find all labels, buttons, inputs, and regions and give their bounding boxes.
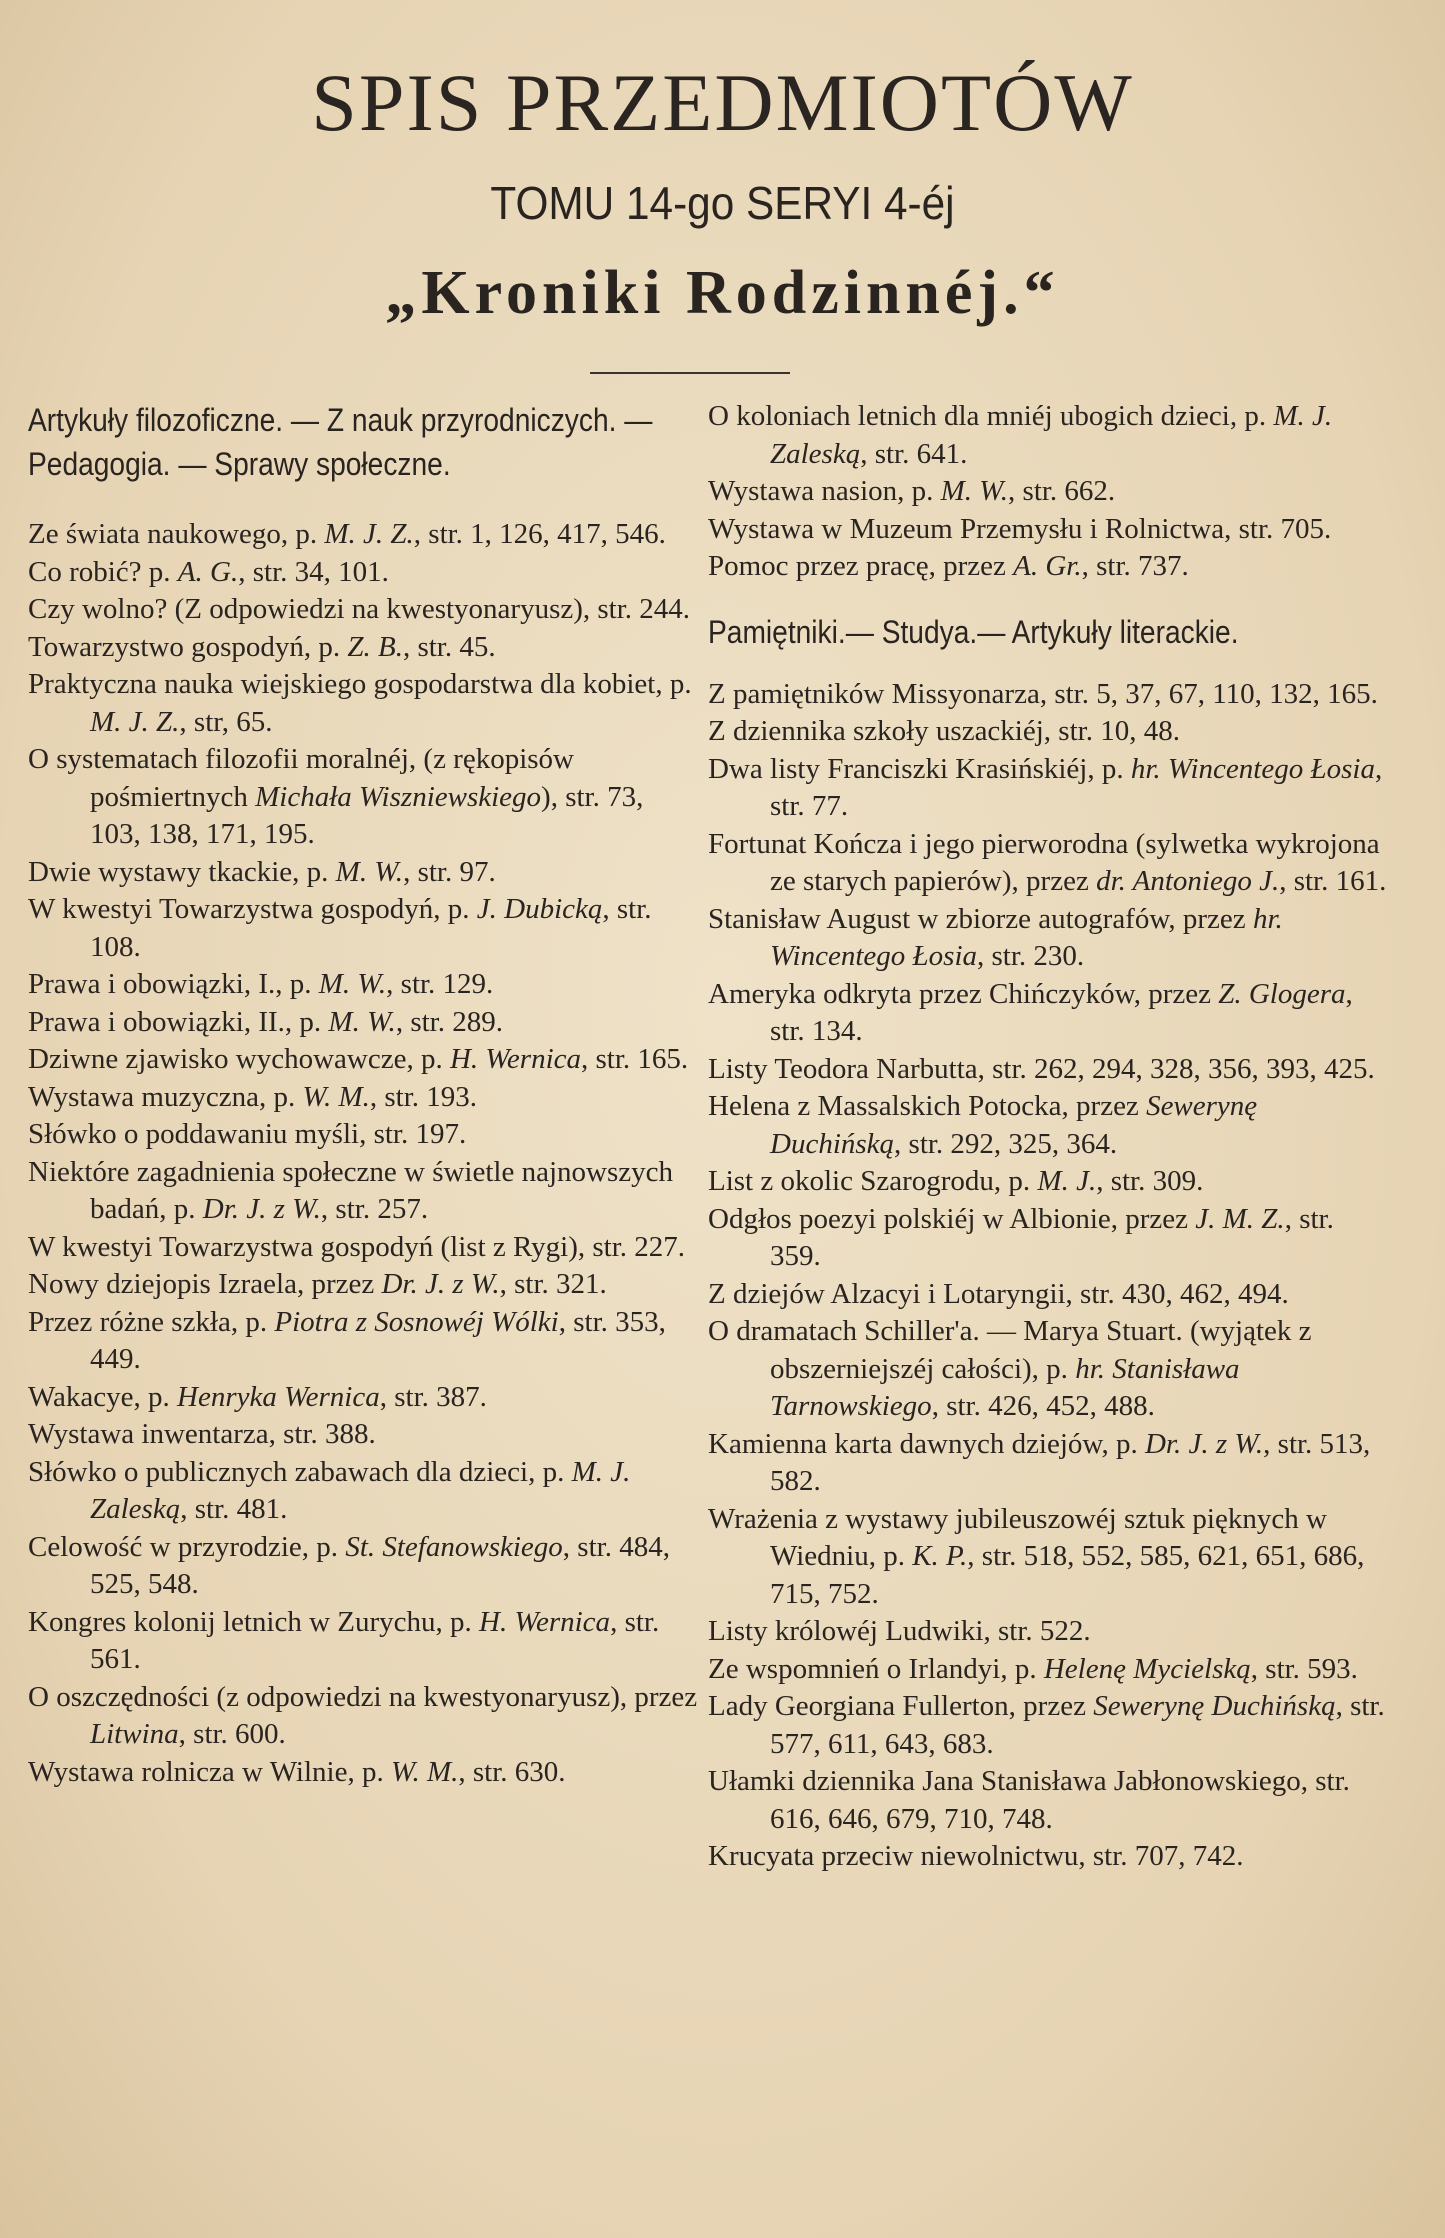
entry-title: Z pamiętników Missyonarza, str. 5, 37, 67, 110, 132, 165. xyxy=(708,677,1378,710)
index-entry xyxy=(708,901,1388,976)
entry-author: hr. Wincentego Łosia xyxy=(770,902,1283,972)
entry-page-ref: , str. 321. xyxy=(499,1268,607,1300)
index-entry xyxy=(708,1838,1388,1876)
index-entry xyxy=(28,1079,698,1117)
entry-author: Dr. J. z W. xyxy=(381,1268,500,1300)
entry-author: Litwina xyxy=(90,1718,179,1750)
index-entry xyxy=(28,1004,698,1042)
entry-author: W. M. xyxy=(390,1755,459,1788)
index-entry xyxy=(708,826,1388,901)
index-entry xyxy=(28,1604,698,1679)
entry-page-ref: , str. 353, 449. xyxy=(90,1305,666,1375)
entry-title: Z dziennika szkoły uszackiéj, str. 10, 48. xyxy=(708,715,1180,747)
entry-title: Fortunat Kończa i jego pierworodna (sylwetka wykrojona ze starych papierów), przez xyxy=(708,827,1380,897)
index-entry xyxy=(28,1379,698,1417)
entry-page-ref: , str. 577, 611, 643, 683. xyxy=(770,1690,1385,1760)
entry-author: H. Wernica xyxy=(449,1043,581,1075)
entry-page-ref: , str. 630. xyxy=(458,1755,566,1788)
entry-title: O dramatach Schiller'a. — Marya Stuart. (wyjątek z obszerniejszéj całości), p. xyxy=(708,1315,1312,1385)
entry-page-ref: , str. 481. xyxy=(180,1493,288,1525)
index-entry xyxy=(708,1163,1388,1201)
entry-title: Celowość w przyrodzie, p. xyxy=(28,1530,346,1563)
entry-page-ref: , str. 230. xyxy=(977,940,1085,972)
entry-page-ref: , str. 161. xyxy=(1279,865,1387,897)
index-entry xyxy=(28,666,698,741)
index-entry xyxy=(708,751,1388,826)
entry-page-ref: ), str. 73, 103, 138, 171, 195. xyxy=(90,780,644,850)
entry-title: Listy Teodora Narbutta, str. 262, 294, 328, 356, 393, 425. xyxy=(708,1052,1375,1085)
entry-author: hr. Stanisława Tarnowskiego xyxy=(770,1352,1240,1422)
index-entry xyxy=(28,741,698,854)
section-heading-articles: Artykuły filozoficzne. — Z nauk przyrodniczych. — Pedagogia. — Sprawy społeczne. xyxy=(28,402,653,482)
entry-page-ref: , str. 193. xyxy=(369,1080,478,1113)
entry-author: M. W. xyxy=(335,855,404,888)
entry-author: M. J. Zaleską xyxy=(770,400,1333,470)
entry-title: Nowy dziejopis Izraela, przez xyxy=(28,1268,382,1300)
entry-title: Z dziejów Alzacyi i Lotaryngii, str. 430, 462, 494. xyxy=(708,1277,1289,1310)
index-entry xyxy=(708,1201,1388,1276)
entry-page-ref: , str. 292, 325, 364. xyxy=(894,1127,1118,1160)
entry-page-ref: , str. 518, 552, 585, 621, 651, 686, 715, 752. xyxy=(770,1540,1365,1610)
entry-author: Z. Glogera xyxy=(1218,977,1346,1010)
entry-author: Sewerynę Duchińską xyxy=(770,1090,1258,1160)
entry-author: M. J. Zaleską xyxy=(90,1455,631,1525)
entry-page-ref: , str. 426, 452, 488. xyxy=(931,1390,1155,1422)
entry-page-ref: , str. 108. xyxy=(90,893,652,963)
section-heading-memoirs: Pamiętniki.— Studya.— Artykuły literackie. xyxy=(708,613,1239,650)
index-entry xyxy=(708,1688,1388,1763)
entry-author: A. Gr. xyxy=(1013,550,1082,582)
entry-author: Michała Wiszniewskiego xyxy=(255,780,542,813)
entry-page-ref: , str. 737. xyxy=(1081,550,1189,582)
entry-title: O oszczędności (z odpowiedzi na kwestyonaryusz), przez xyxy=(28,1680,698,1713)
index-entry xyxy=(708,548,1388,586)
entry-page-ref: , str. 309. xyxy=(1096,1165,1204,1197)
entry-page-ref: , str. 662. xyxy=(1008,475,1116,507)
index-entry xyxy=(28,554,698,592)
entry-title: Wystawa nasion, p. xyxy=(708,475,941,507)
entry-author: A. G. xyxy=(177,555,239,588)
entry-page-ref: , str. 561. xyxy=(90,1605,660,1675)
index-entry xyxy=(28,1529,698,1604)
index-entry xyxy=(28,966,698,1004)
page-title: SPIS PRZEDMIOTÓW xyxy=(311,57,1134,148)
index-entry xyxy=(708,1501,1388,1614)
index-entry xyxy=(708,511,1388,549)
entry-author: M. W. xyxy=(318,968,387,1000)
right-entry-list xyxy=(708,676,1388,1876)
entry-title: Kamienna karta dawnych dziejów, p. xyxy=(708,1427,1145,1460)
entry-title: Ułamki dziennika Jana Stanisława Jabłonowskiego, str. 616, 646, 679, 710, 748. xyxy=(708,1765,1350,1835)
entry-page-ref: , str. 134. xyxy=(770,977,1353,1047)
entry-title: Wystawa muzyczna, p. xyxy=(28,1080,303,1113)
entry-author: M. W. xyxy=(328,1005,396,1038)
entry-author: H. Wernica xyxy=(479,1605,611,1638)
entry-author: hr. Wincentego Łosia xyxy=(1130,752,1375,785)
index-entry xyxy=(708,1088,1388,1163)
entry-title: Niektóre zagadnienia społeczne w świetle najnowszych badań, p. xyxy=(28,1155,673,1225)
entry-author: M. J. Z. xyxy=(90,705,180,738)
index-entry xyxy=(708,1651,1388,1689)
index-entry xyxy=(708,713,1388,751)
index-entry xyxy=(708,676,1388,714)
entry-author: Piotra z Sosnowéj Wólki xyxy=(274,1305,559,1338)
index-entry xyxy=(28,629,698,667)
entry-page-ref: , str. 641. xyxy=(860,437,968,470)
entry-title: Pomoc przez pracę, przez xyxy=(708,550,1014,582)
entry-page-ref: , str. 593. xyxy=(1250,1652,1358,1685)
entry-title: Wystawa w Muzeum Przemysłu i Rolnictwa, str. 705. xyxy=(708,512,1332,545)
entry-title: W kwestyi Towarzystwa gospodyń, p. xyxy=(28,893,477,925)
index-entry xyxy=(28,1454,698,1529)
entry-author: W. M. xyxy=(302,1080,370,1113)
entry-page-ref: , str. 600. xyxy=(178,1718,286,1750)
entry-title: Ze świata naukowego, p. xyxy=(28,518,325,550)
entry-author: Helenę Mycielską xyxy=(1043,1652,1251,1685)
entry-title: Helena z Massalskich Potocka, przez xyxy=(708,1090,1147,1122)
entry-author: J. M. Z. xyxy=(1195,1202,1285,1235)
volume-subtitle: TOMU 14-go SERYI 4-éj xyxy=(490,177,955,229)
entry-author: K. P. xyxy=(912,1540,968,1572)
entry-title: O systematach filozofii moralnéj, (z rękopisów pośmiertnych xyxy=(28,743,575,813)
entry-title: Dwa listy Franciszki Krasińskiéj, p. xyxy=(708,752,1131,785)
index-entry xyxy=(708,1313,1388,1426)
entry-title: Praktyczna nauka wiejskiego gospodarstwa dla kobiet, p. xyxy=(28,668,692,700)
entry-title: Wrażenia z wystawy jubileuszowéj sztuk pięknych w Wiedniu, p. xyxy=(708,1502,1327,1572)
entry-title: Co robić? p. xyxy=(28,555,178,588)
index-entry xyxy=(708,976,1388,1051)
entry-title: Dwie wystawy tkackie, p. xyxy=(28,855,336,888)
entry-page-ref: , str. 34, 101. xyxy=(238,555,389,588)
entry-title: Prawa i obowiązki, II., p. xyxy=(28,1005,329,1038)
entry-page-ref: , str. 289. xyxy=(395,1005,503,1038)
entry-page-ref: , str, 65. xyxy=(179,705,273,738)
index-entry xyxy=(28,1304,698,1379)
index-entry xyxy=(28,891,698,966)
entry-page-ref: , str. 1, 126, 417, 546. xyxy=(413,518,666,550)
entry-title: Towarzystwo gospodyń, p. xyxy=(28,630,348,663)
entry-author: Henryka Wernica xyxy=(177,1380,380,1413)
entry-title: O koloniach letnich dla mniéj ubogich dzieci, p. xyxy=(708,400,1274,432)
entry-page-ref: , str. 45. xyxy=(402,630,496,663)
entry-title: Lady Georgiana Fullerton, przez xyxy=(708,1690,1094,1722)
index-entry xyxy=(708,1051,1388,1089)
entry-page-ref: , str. 257. xyxy=(320,1193,429,1225)
entry-author: J. Dubicką xyxy=(476,893,603,925)
entry-title: Prawa i obowiązki, I., p. xyxy=(28,968,319,1000)
entry-title: Dziwne zjawisko wychowawcze, p. xyxy=(28,1043,450,1075)
entry-title: Słówko o publicznych zabawach dla dzieci, p. xyxy=(28,1455,572,1488)
index-entry xyxy=(28,516,698,554)
entry-title: Wystawa inwentarza, str. 388. xyxy=(28,1418,376,1450)
index-entry xyxy=(28,1116,698,1154)
entry-page-ref: , str. 513, 582. xyxy=(770,1427,1371,1497)
index-entry xyxy=(28,591,698,629)
entry-title: Ze wspomnień o Irlandyi, p. xyxy=(708,1652,1044,1685)
entry-title: Wystawa rolnicza w Wilnie, p. xyxy=(28,1755,391,1788)
entry-title: Ameryka odkryta przez Chińczyków, przez xyxy=(708,977,1219,1010)
index-entry xyxy=(28,1416,698,1454)
entry-page-ref: , str. 387. xyxy=(379,1380,487,1413)
index-entry xyxy=(28,1754,698,1792)
entry-page-ref: , str. 97. xyxy=(403,855,496,888)
entry-title: W kwestyi Towarzystwa gospodyń (list z Rygi), str. 227. xyxy=(28,1230,686,1263)
entry-title: Wakacye, p. xyxy=(28,1380,178,1413)
entry-author: St. Stefanowskiego xyxy=(345,1530,563,1563)
index-entry xyxy=(28,1154,698,1229)
index-entry xyxy=(708,398,1388,473)
entry-page-ref: , str. 77. xyxy=(770,752,1383,822)
index-entry xyxy=(708,1613,1388,1651)
header-divider xyxy=(590,372,790,374)
index-entry xyxy=(708,473,1388,511)
index-entry xyxy=(28,1266,698,1304)
index-entry xyxy=(708,1276,1388,1314)
entry-author: Dr. J. z W. xyxy=(202,1193,321,1225)
journal-name: „Kroniki Rodzinnéj.“ xyxy=(385,259,1060,327)
index-entry xyxy=(708,1426,1388,1501)
entry-author: Z. B. xyxy=(347,630,403,663)
entry-page-ref: , str. 165. xyxy=(581,1043,689,1075)
entry-author: M. J. Z. xyxy=(324,518,414,550)
entry-title: Krucyata przeciw niewolnictwu, str. 707, 742. xyxy=(708,1840,1244,1872)
entry-title: Odgłos poezyi polskiéj w Albionie, przez xyxy=(708,1202,1196,1235)
entry-title: Przez różne szkła, p. xyxy=(28,1305,275,1338)
entry-title: Listy królowéj Ludwiki, str. 522. xyxy=(708,1615,1091,1647)
entry-title: Czy wolno? (Z odpowiedzi na kwestyonaryusz), str. 244. xyxy=(28,593,691,625)
entry-title: List z okolic Szarogrodu, p. xyxy=(708,1165,1038,1197)
left-column xyxy=(28,398,698,1791)
entry-page-ref: , str. 359. xyxy=(770,1202,1334,1272)
entry-author: M. W. xyxy=(940,475,1009,507)
entry-title: Kongres kolonij letnich w Zurychu, p. xyxy=(28,1605,480,1638)
index-entry xyxy=(28,1679,698,1754)
left-entry-list xyxy=(28,516,698,1791)
entry-author: Sewerynę Duchińską xyxy=(1093,1690,1336,1722)
entry-author: M. J. xyxy=(1037,1165,1097,1197)
entry-page-ref: , str. 484, 525, 548. xyxy=(90,1530,670,1600)
index-entry xyxy=(28,1229,698,1267)
right-entry-list-top xyxy=(708,398,1388,586)
entry-page-ref: , str. 129. xyxy=(386,968,494,1000)
entry-author: dr. Antoniego J. xyxy=(1096,865,1280,897)
right-column xyxy=(708,398,1388,1876)
entry-author: Dr. J. z W. xyxy=(1144,1427,1264,1460)
index-entry xyxy=(28,854,698,892)
index-entry xyxy=(28,1041,698,1079)
entry-title: Słówko o poddawaniu myśli, str. 197. xyxy=(28,1118,467,1150)
entry-title: Stanisław August w zbiorze autografów, przez xyxy=(708,902,1253,935)
index-entry xyxy=(708,1763,1388,1838)
